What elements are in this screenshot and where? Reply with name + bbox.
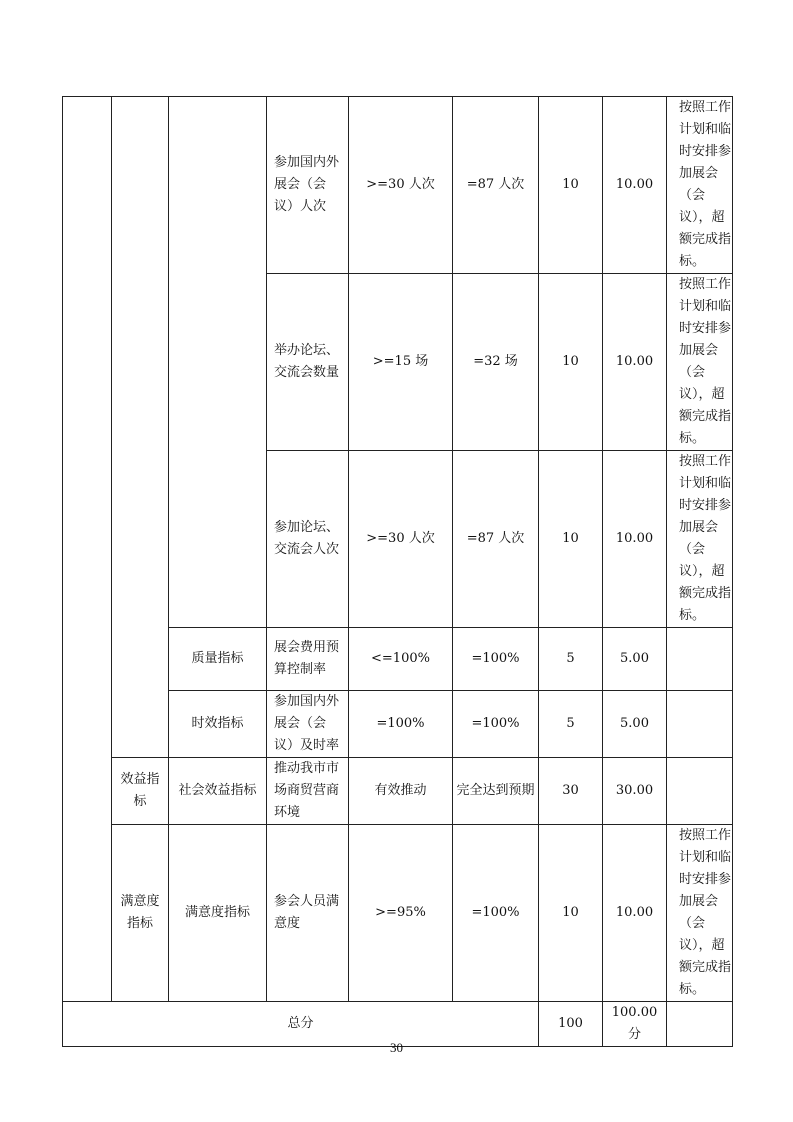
performance-table xyxy=(62,96,733,1047)
score-value: 10.00 xyxy=(603,97,667,274)
actual-value: 完全达到预期 xyxy=(453,758,539,825)
note-text xyxy=(667,628,733,691)
weight-value: 5 xyxy=(539,691,603,758)
note-text: 按照工作计划和临时安排参加展会（会议），超额完成指标。 xyxy=(667,825,733,1002)
score-value: 10.00 xyxy=(603,825,667,1002)
third-level-cell xyxy=(169,97,267,628)
target-value: =100% xyxy=(349,691,453,758)
weight-value: 10 xyxy=(539,825,603,1002)
page-number: 30 xyxy=(390,1040,403,1055)
second-level-cell xyxy=(112,97,169,758)
first-level-label: 满意度指标 xyxy=(112,825,169,1002)
indicator-name: 参加国内外展会（会议）人次 xyxy=(267,97,349,274)
second-level-label: 时效指标 xyxy=(169,691,267,758)
indicator-name: 推动我市市场商贸营商环境 xyxy=(267,758,349,825)
note-text: 按照工作计划和临时安排参加展会（会议），超额完成指标。 xyxy=(667,97,733,274)
table-row xyxy=(63,97,733,274)
indicator-name: 参加论坛、交流会人次 xyxy=(267,451,349,628)
weight-value: 5 xyxy=(539,628,603,691)
second-level-label: 满意度指标 xyxy=(169,825,267,1002)
total-weight: 100 xyxy=(539,1002,603,1047)
note-text xyxy=(667,691,733,758)
note-text xyxy=(667,758,733,825)
table-row xyxy=(63,825,733,1002)
actual-value: =100% xyxy=(453,691,539,758)
total-label: 总分 xyxy=(63,1002,539,1047)
score-value: 5.00 xyxy=(603,691,667,758)
indicator-name: 参加国内外展会（会议）及时率 xyxy=(267,691,349,758)
target-value: >=30 人次 xyxy=(349,97,453,274)
target-value: 有效推动 xyxy=(349,758,453,825)
score-value: 10.00 xyxy=(603,274,667,451)
second-level-label: 社会效益指标 xyxy=(169,758,267,825)
weight-value: 10 xyxy=(539,274,603,451)
score-value: 30.00 xyxy=(603,758,667,825)
actual-value: =32 场 xyxy=(453,274,539,451)
target-value: >=30 人次 xyxy=(349,451,453,628)
weight-value: 30 xyxy=(539,758,603,825)
actual-value: =87 人次 xyxy=(453,451,539,628)
note-text: 按照工作计划和临时安排参加展会（会议），超额完成指标。 xyxy=(667,451,733,628)
actual-value: =100% xyxy=(453,825,539,1002)
table-row xyxy=(63,758,733,825)
target-value: >=95% xyxy=(349,825,453,1002)
first-level-label: 效益指标 xyxy=(112,758,169,825)
indicator-name: 举办论坛、交流会数量 xyxy=(267,274,349,451)
note-text: 按照工作计划和临时安排参加展会（会议），超额完成指标。 xyxy=(667,274,733,451)
actual-value: =87 人次 xyxy=(453,97,539,274)
second-level-label: 质量指标 xyxy=(169,628,267,691)
indicator-name: 展会费用预算控制率 xyxy=(267,628,349,691)
actual-value: =100% xyxy=(453,628,539,691)
target-value: >=15 场 xyxy=(349,274,453,451)
score-value: 5.00 xyxy=(603,628,667,691)
score-value: 10.00 xyxy=(603,451,667,628)
weight-value: 10 xyxy=(539,97,603,274)
indicator-name: 参会人员满意度 xyxy=(267,825,349,1002)
target-value: <=100% xyxy=(349,628,453,691)
first-level-cell xyxy=(63,97,112,1002)
weight-value: 10 xyxy=(539,451,603,628)
total-score: 100.00分 xyxy=(603,1002,667,1047)
